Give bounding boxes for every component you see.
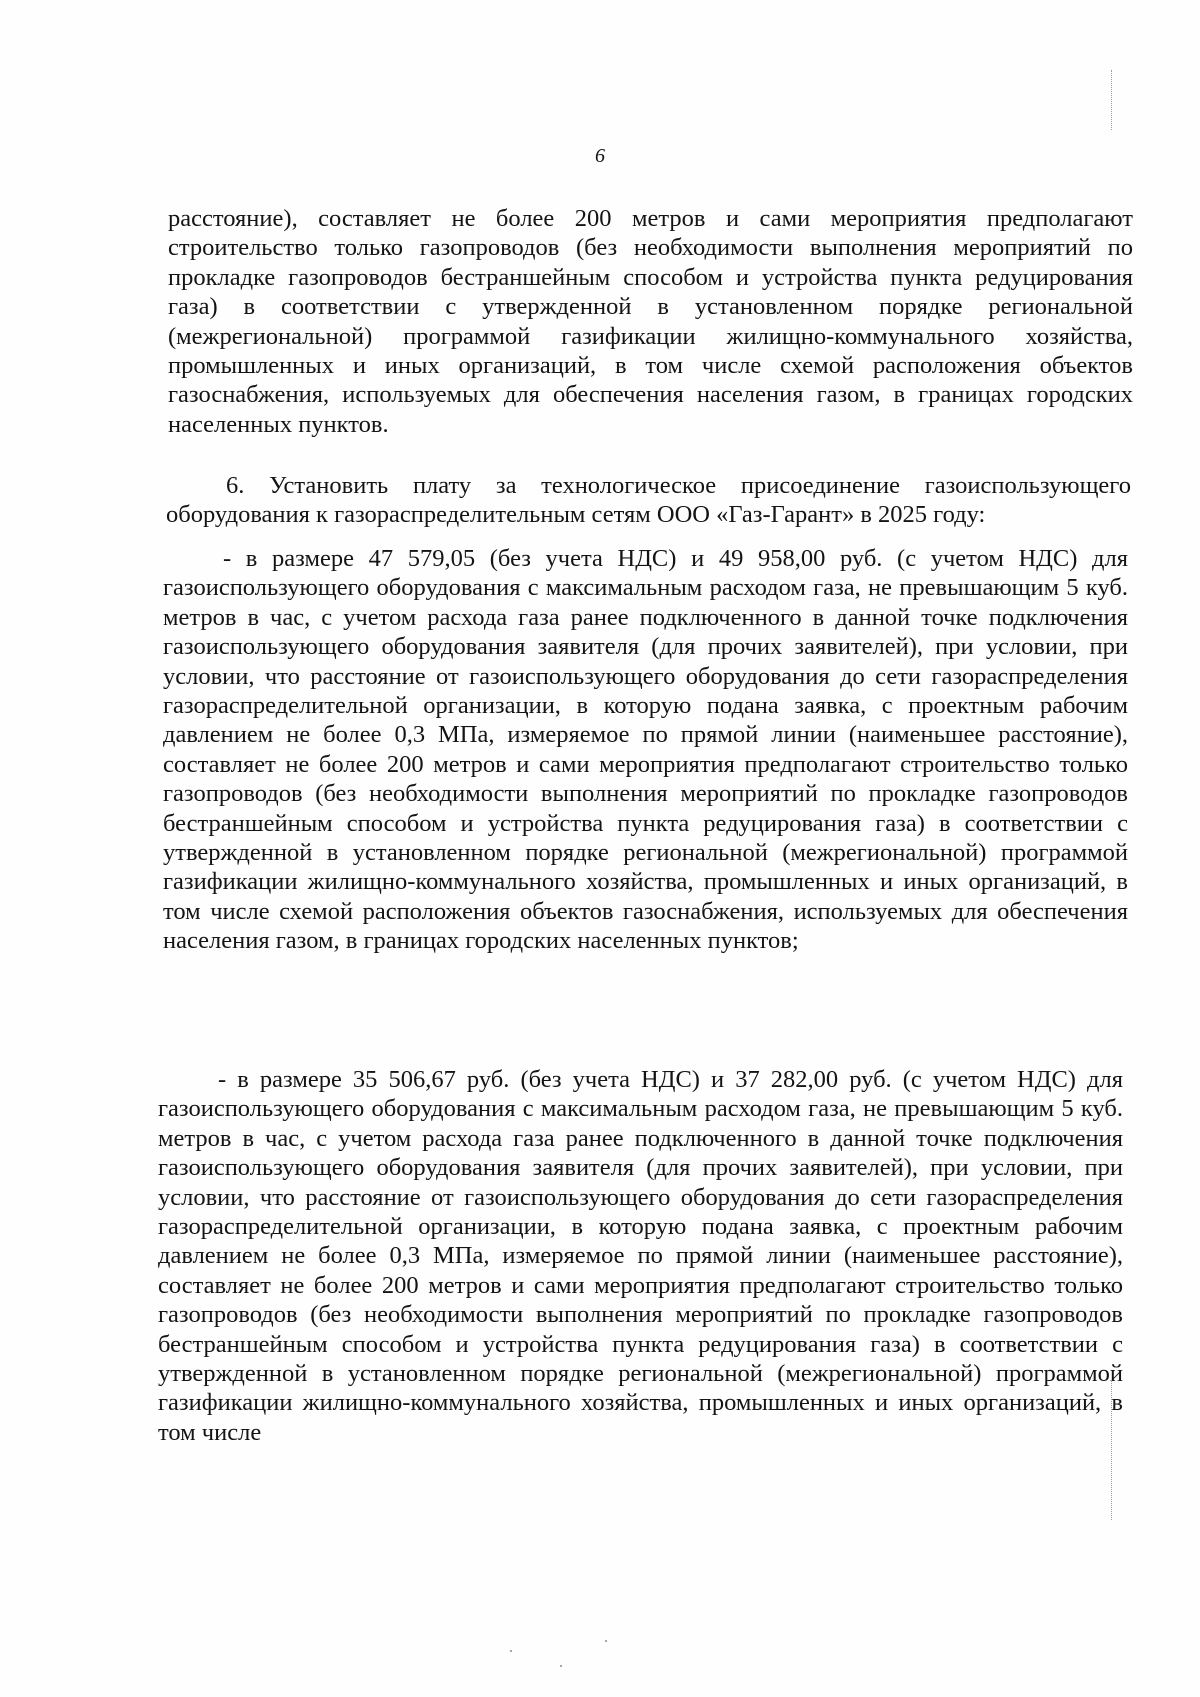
- fee-bullet-2-text: - в размере 35 506,67 руб. (без учета НДС) и 37 282,00 руб. (с учетом НДС) для газоиспользующего оборудования с максимальным расходом газа, не превышающим 5 куб. метров в час, с учетом расхода газа ранее подключенного в данной точке подключения газоиспользующего оборудования заявителя (для прочих заявителей), при условии, при условии, что расстояние от газоиспользующего оборудования до сети газораспределения газораспределительной организации, в которую подана заявка, с проектным рабочим давлением не более 0,3 МПа, измеряемое по прямой линии (наименьшее расстояние), составляет не более 200 метров и сами мероприятия предполагают строительство только газопроводов (без необходимости выполнения мероприятий по прокладке газопроводов бестраншейным способом и устройства пункта редуцирования газа) в соответствии с утвержденной в установленном порядке региональной (межрегиональной) программой газификации жилищно-коммунального хозяйства, промышленных и иных организаций, в том числе: [158, 1066, 1123, 1446]
- fee-bullet-1: [163, 544, 1128, 956]
- scan-speck: [605, 1640, 607, 1642]
- fee-bullet-1-text: - в размере 47 579,05 (без учета НДС) и 49 958,00 руб. (с учетом НДС) для газоиспользующего оборудования с максимальным расходом газа, не превышающим 5 куб. метров в час, с учетом расхода газа ранее подключенного в данной точке подключения газоиспользующего оборудования заявителя (для прочих заявителей), при условии, при условии, что расстояние от газоиспользующего оборудования до сети газораспределения газораспределительной организации, в которую подана заявка, с проектным рабочим давлением не более 0,3 МПа, измеряемое по прямой линии (наименьшее расстояние), составляет не более 200 метров и сами мероприятия предполагают строительство только газопроводов (без необходимости выполнения мероприятий по прокладке газопроводов бестраншейным способом и устройства пункта редуцирования газа) в соответствии с утвержденной в установленном порядке региональной (межрегиональной) программой газификации жилищно-коммунального хозяйства, промышленных и иных организаций, в том числе схемой расположения объектов газоснабжения, используемых для обеспечения населения газом, в границах городских населенных пунктов;: [163, 545, 1128, 955]
- page-number: 6: [595, 145, 605, 167]
- item-6-paragraph: [166, 471, 1131, 530]
- scan-speck: [560, 1665, 562, 1667]
- scan-edge-mark: [1109, 70, 1112, 130]
- continuation-text: расстояние), составляет не более 200 метров и сами мероприятия предполагают строительство только газопроводов (без необходимости выполнения мероприятий по прокладке газопроводов бестраншейным способом и устройства пункта редуцирования газа) в соответствии с утвержденной в установленном порядке региональной (межрегиональной) программой газификации жилищно-коммунального хозяйства, промышленных и иных организаций, в том числе схемой расположения объектов газоснабжения, используемых для обеспечения населения газом, в границах городских населенных пунктов.: [168, 205, 1133, 438]
- fee-bullet-2: [158, 1065, 1123, 1447]
- scan-edge-mark: [1109, 1380, 1112, 1520]
- item-6-text: 6. Установить плату за технологическое присоединение газоиспользующего оборудования к газораспределительным сетям ООО «Газ-Гарант» в 2025 году:: [166, 472, 1131, 529]
- continuation-paragraph: [168, 204, 1133, 439]
- scan-speck: [510, 1650, 512, 1652]
